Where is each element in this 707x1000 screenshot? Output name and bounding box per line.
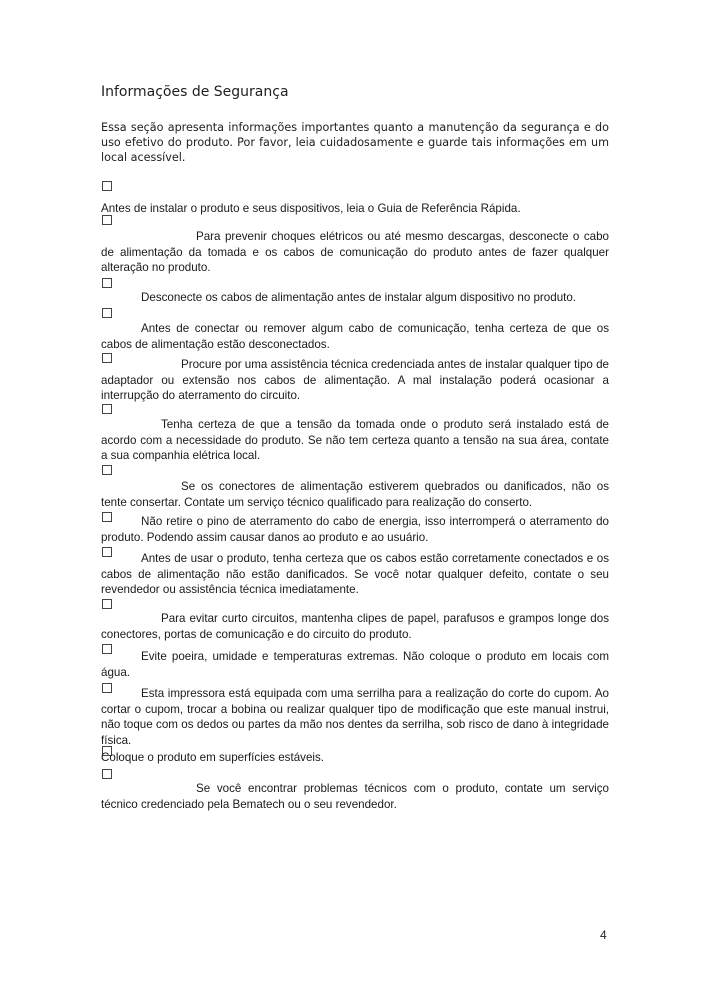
list-item-text: Tenha certeza de que a tensão da tomada onde o produto será instalado está de acordo com a necessidade do produto. Se não tem certeza quanto a tensão na sua área, contate a sua companhia elétrica local. bbox=[101, 418, 609, 462]
list-item-text: Evite poeira, umidade e temperaturas extremas. Não coloque o produto em locais com água. bbox=[101, 650, 609, 679]
list-item-text: Antes de usar o produto, tenha certeza que os cabos estão corretamente conectados e os cabos de alimentação não estão danificados. Se você notar qualquer defeito, contate o seu revendedor ou assistência técnica imediatamente. bbox=[101, 552, 609, 596]
checkbox-bullet-icon bbox=[102, 278, 112, 288]
list-item-text: Esta impressora está equipada com uma serrilha para a realização do corte do cupom. Ao cortar o cupom, trocar a bobina ou realizar qualquer tipo de modificação que este manual instrui, não toque com os dedos ou partes da mão nos dentes da serrilha, sob risco de dano à integridade física. bbox=[101, 687, 609, 747]
list-item-text: Antes de instalar o produto e seus dispositivos, leia o Guia de Referência Rápida. bbox=[101, 202, 521, 215]
checkbox-bullet-icon bbox=[102, 465, 112, 475]
list-item-text: Se os conectores de alimentação estiverem quebrados ou danificados, não os tente consertar. Contate um serviço técnico qualificado para realização do conserto. bbox=[101, 480, 609, 509]
page-title: Informações de Segurança bbox=[101, 84, 289, 100]
list-item-text: Se você encontrar problemas técnicos com o produto, contate um serviço técnico credenciado pela Bematech ou o seu revendedor. bbox=[101, 782, 609, 811]
list-item-text: Antes de conectar ou remover algum cabo de comunicação, tenha certeza de que os cabos de alimentação estão desconectados. bbox=[101, 322, 609, 351]
list-item-text: Coloque o produto em superfícies estáveis. bbox=[101, 751, 324, 764]
checkbox-bullet-icon bbox=[102, 599, 112, 609]
intro-paragraph: Essa seção apresenta informações importantes quanto a manutenção da segurança e do uso efetivo do produto. Por favor, leia cuidadosamente e guarde tais informações em um local acessível. bbox=[101, 121, 609, 164]
list-item-text: Desconecte os cabos de alimentação antes de instalar algum dispositivo no produto. bbox=[141, 291, 577, 304]
checkbox-bullet-icon bbox=[102, 769, 112, 779]
checkbox-bullet-icon bbox=[102, 308, 112, 318]
list-item-text: Para evitar curto circuitos, mantenha clipes de papel, parafusos e grampos longe dos conectores, portas de comunicação e do circuito do produto. bbox=[101, 612, 609, 641]
page-number: 4 bbox=[600, 928, 607, 942]
list-item-text: Procure por uma assistência técnica credenciada antes de instalar qualquer tipo de adaptador ou extensão nos cabos de alimentação. A mal instalação poderá ocasionar a interrupção do aterramento do circuito. bbox=[101, 358, 609, 402]
checkbox-bullet-icon bbox=[102, 404, 112, 414]
checkbox-bullet-icon bbox=[102, 215, 112, 225]
checkbox-bullet-icon bbox=[102, 181, 112, 191]
list-item-text: Não retire o pino de aterramento do cabo de energia, isso interromperá o aterramento do produto. Podendo assim causar danos ao produto e ao usuário. bbox=[101, 515, 609, 544]
list-item-text: Para prevenir choques elétricos ou até mesmo descargas, desconecte o cabo de alimentação da tomada e os cabos de comunicação do produto antes de fazer qualquer alteração no produto. bbox=[101, 230, 609, 274]
